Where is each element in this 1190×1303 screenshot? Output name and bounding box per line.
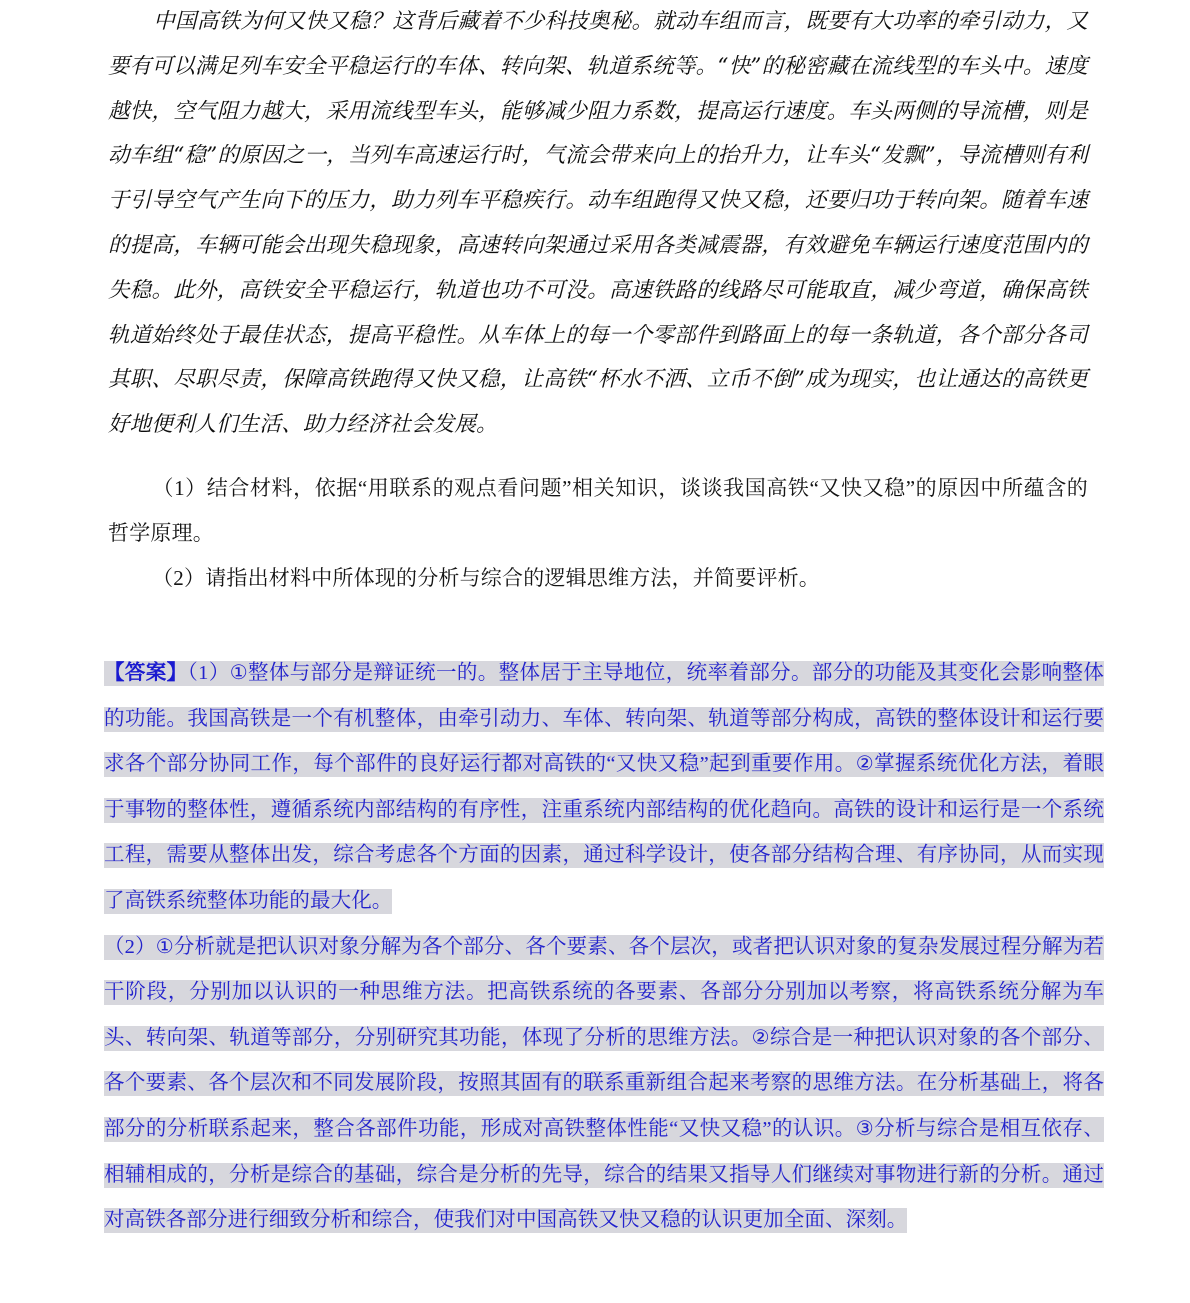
question-item-1 bbox=[108, 466, 1088, 556]
question-2-number: （2） bbox=[152, 566, 206, 590]
question-item-2 bbox=[108, 556, 1088, 601]
answer-block bbox=[104, 651, 1104, 1244]
answer-part-2-text-2: 综合是一种把认识对象的各个部分、各个要素、各个层次和不同发展阶段，按照其固有的联系重新组合起来考察的思维方法。在分析基础上，将各部分的分析联系起来，整合各部件功能，形成对高铁整体性能“又快又稳”的认识。 bbox=[104, 1026, 1104, 1140]
answer-part-2-text-1: 分析就是把认识对象分解为各个部分、各个要素、各个层次，或者把认识对象的复杂发展过程分解为若干阶段，分别加以认识的一种思维方法。把高铁系统的各要素、各部分分别加以考察，将高铁系统分解为车头、转向架、轨道等部分，分别研究其功能，体现了分析的思维方法。 bbox=[104, 935, 1104, 1049]
question-2-text: 请指出材料中所体现的分析与综合的逻辑思维方法，并简要评析。 bbox=[205, 566, 821, 590]
circled-number-1-icon: ① bbox=[229, 662, 248, 684]
answer-part-2 bbox=[104, 925, 1104, 1244]
answer-part-2-number: （2） bbox=[104, 935, 156, 958]
answer-part-1 bbox=[104, 651, 1104, 925]
answer-part-1-text-2: 掌握系统优化方法，着眼于事物的整体性，遵循系统内部结构的有序性，注重系统内部结构的优化趋向。高铁的设计和运行是一个系统工程，需要从整体出发，综合考虑各个方面的因素，通过科学设计，使各部分结构合理、有序协同，从而实现了高铁系统整体功能的最大化。 bbox=[104, 753, 1104, 912]
circled-number-2-icon-b: ② bbox=[751, 1026, 770, 1049]
question-1-text: 结合材料，依据“用联系的观点看问题”相关知识，谈谈我国高铁“又快又稳”的原因中所蕴含的哲学原理。 bbox=[108, 476, 1088, 545]
passage-paragraph bbox=[108, 0, 1088, 448]
circled-number-2-icon: ② bbox=[855, 753, 874, 776]
answer-label: 【答案】 bbox=[104, 662, 188, 684]
circled-number-3-icon: ③ bbox=[855, 1117, 874, 1140]
passage-text: 中国高铁为何又快又稳？这背后藏着不少科技奥秘。就动车组而言，既要有大功率的牵引动力，又要有可以满足列车安全平稳运行的车体、转向架、轨道系统等。“快”的秘密藏在流线型的车头中。速度越快，空气阻力越大，采用流线型车头，能够减少阻力系数，提高运行速度。车头两侧的导流槽，则是动车组“稳”的原因之一，当列车高速运行时，气流会带来向上的抬升力，让车头“发飘”，导流槽则有利于引导空气产生向下的压力，助力列车平稳疾行。动车组跑得又快又稳，还要归功于转向架。随着车速的提高，车辆可能会出现失稳现象，高速转向架通过采用各类减震器，有效避免车辆运行速度范围内的失稳。此外，高铁安全平稳运行，轨道也功不可没。高速铁路的线路尽可能取直，减少弯道，确保高铁轨道始终处于最佳状态，提高平稳性。从车体上的每一个零部件到路面上的每一条轨道，各个部分各司其职、尽职尽责，保障高铁跑得又快又稳，让高铁“杯水不洒、立币不倒”成为现实，也让通达的高铁更好地便利人们生活、助力经济社会发展。 bbox=[108, 9, 1088, 438]
answer-part-2-text-3: 分析与综合是相互依存、相辅相成的，分析是综合的基础，综合是分析的先导，综合的结果又指导人们继续对事物进行新的分析。通过对高铁各部分进行细致分析和综合，使我们对中国高铁又快又稳的认识更加全面、深刻。 bbox=[104, 1117, 1104, 1232]
question-1-number: （1） bbox=[152, 476, 207, 500]
answer-part-1-text-1: 整体与部分是辩证统一的。整体居于主导地位，统率着部分。部分的功能及其变化会影响整体的功能。我国高铁是一个有机整体，由牵引动力、车体、转向架、轨道等部分构成，高铁的整体设计和运行要求各个部分协同工作，每个部件的良好运行都对高铁的“又快又稳”起到重要作用。 bbox=[104, 662, 1104, 776]
answer-part-1-number: （1） bbox=[187, 662, 230, 684]
circled-number-1-icon-b: ① bbox=[155, 935, 174, 958]
